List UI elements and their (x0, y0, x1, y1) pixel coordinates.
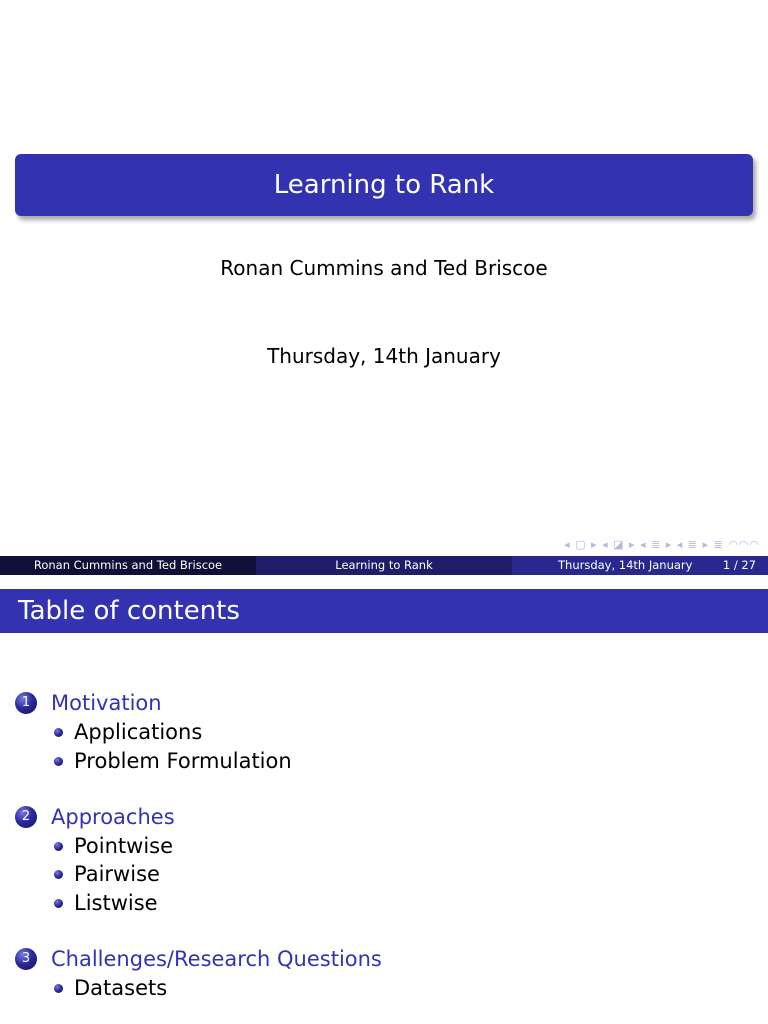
section-number-ball: 3 (15, 948, 37, 970)
toc-subsection[interactable] (54, 720, 202, 744)
toc-slide (0, 575, 768, 1024)
section-label[interactable]: Approaches (51, 805, 175, 829)
subsection-label[interactable]: Pairwise (74, 862, 160, 886)
toc-subsection[interactable] (54, 976, 167, 1000)
section-label[interactable]: Challenges/Research Questions (51, 947, 382, 971)
toc-subsection[interactable] (54, 834, 173, 858)
beamer-navigation-icons[interactable]: ◂ ▢ ▸ ◂ ◪ ▸ ◂ ≣ ▸ ◂ ≣ ▸ ≣ ◠◠◠ (564, 538, 760, 551)
footer-date: Thursday, 14th January (558, 558, 693, 572)
frame-title-bar (0, 589, 768, 633)
toc-section-3[interactable] (15, 947, 382, 971)
toc-subsection[interactable] (54, 891, 158, 915)
date-line: Thursday, 14th January (267, 344, 501, 368)
toc-title: Table of contents (18, 596, 240, 626)
bullet-icon (54, 870, 63, 879)
toc-subsection[interactable] (54, 749, 292, 773)
footer-right (512, 556, 768, 575)
footer-title: Learning to Rank (256, 556, 512, 575)
subsection-label[interactable]: Problem Formulation (74, 749, 292, 773)
author-line: Ronan Cummins and Ted Briscoe (220, 256, 548, 280)
toc-section-1[interactable] (15, 691, 162, 715)
subsection-label[interactable]: Applications (74, 720, 203, 744)
section-number-ball: 2 (15, 806, 37, 828)
section-label[interactable]: Motivation (51, 691, 162, 715)
toc-section-2[interactable] (15, 805, 175, 829)
footer-page-number: 1 / 27 (722, 558, 756, 572)
bullet-icon (54, 728, 63, 737)
toc-subsection[interactable] (54, 862, 160, 886)
footer-authors: Ronan Cummins and Ted Briscoe (0, 556, 256, 575)
subsection-label[interactable]: Datasets (74, 976, 168, 1000)
subsection-label[interactable]: Listwise (74, 891, 158, 915)
presentation-title: Learning to Rank (273, 170, 495, 200)
title-banner (15, 154, 753, 216)
bullet-icon (54, 899, 63, 908)
bullet-icon (54, 842, 63, 851)
subsection-label[interactable]: Pointwise (74, 834, 174, 858)
slide-footer (0, 556, 768, 575)
bullet-icon (54, 757, 63, 766)
section-number-ball: 1 (15, 692, 37, 714)
bullet-icon (54, 984, 63, 993)
